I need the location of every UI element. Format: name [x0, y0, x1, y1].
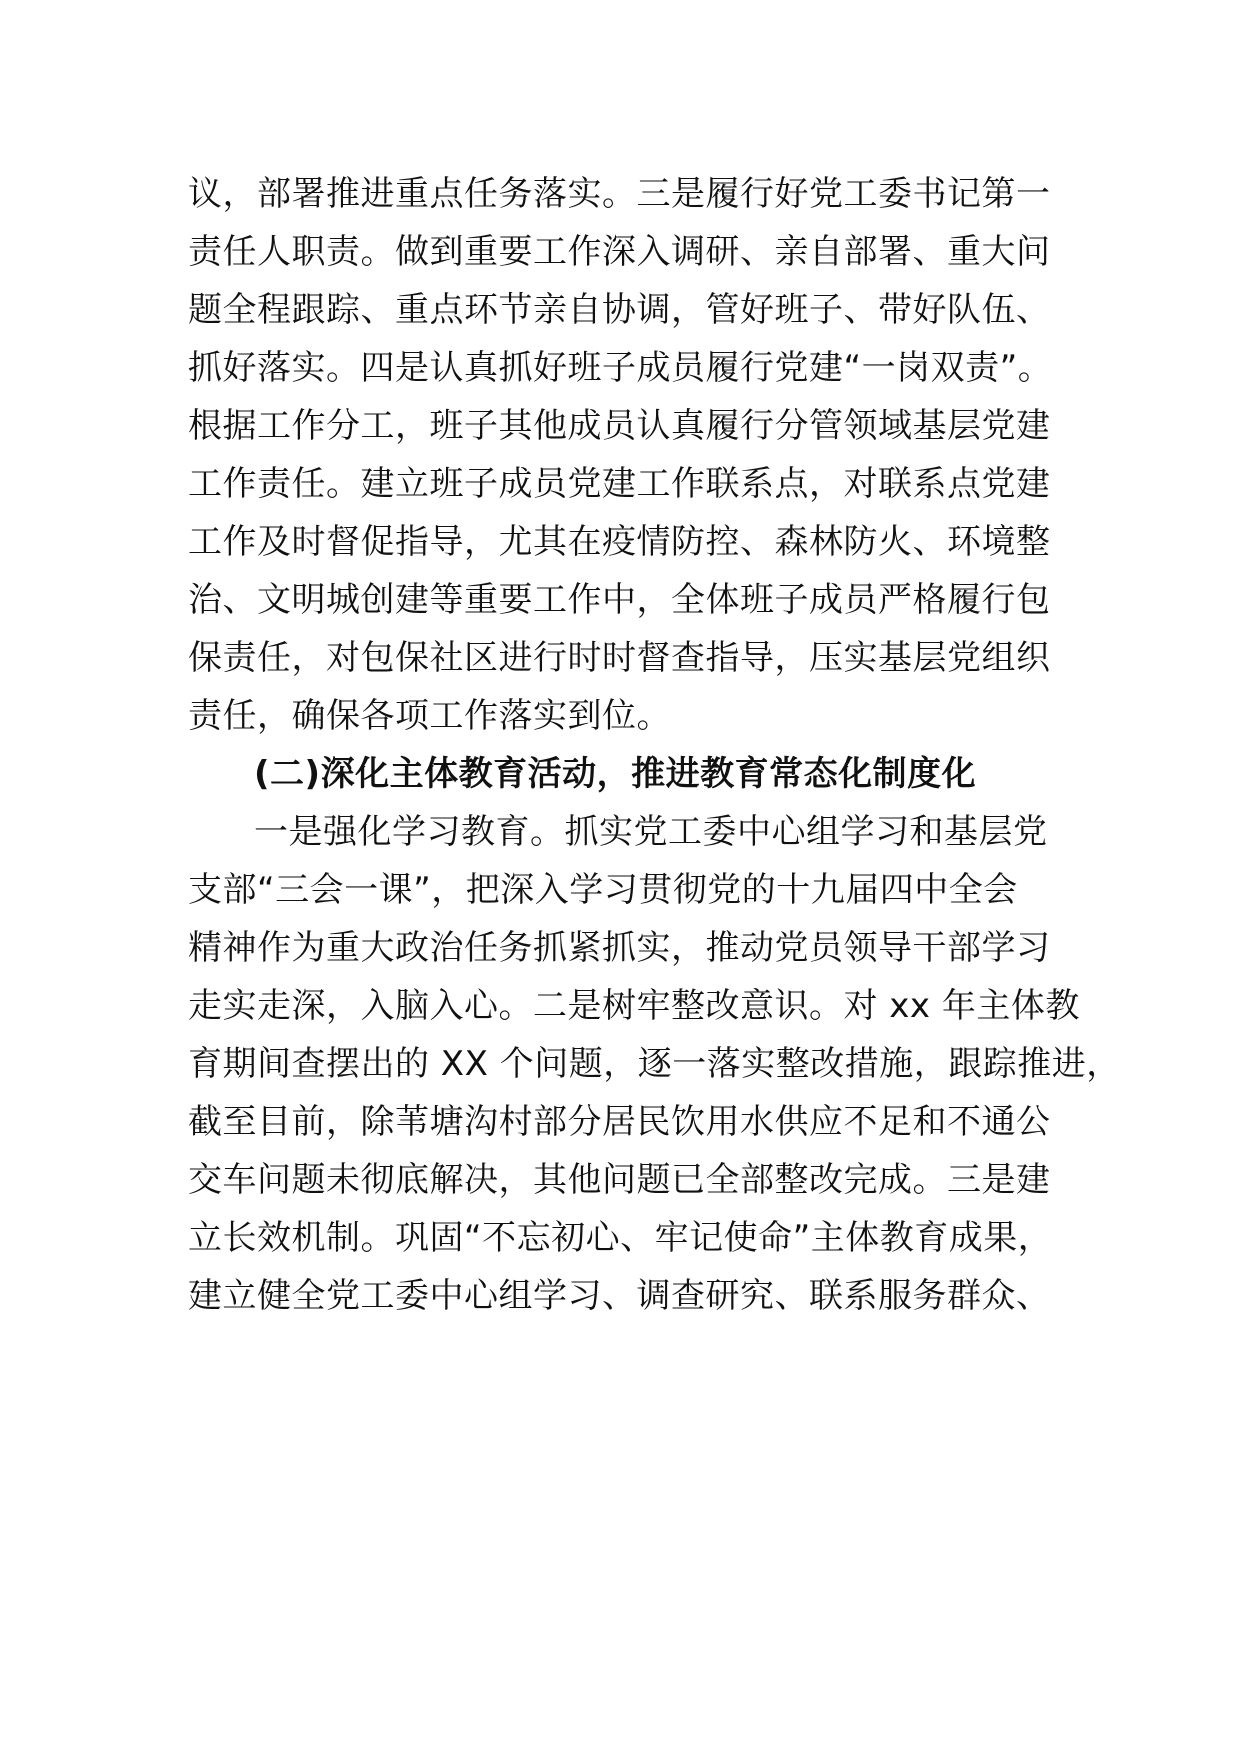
section-heading: (二)深化主体教育活动，推进教育常态化制度化: [254, 754, 977, 794]
body-text-line: 建立健全党工委中心组学习、调查研究、联系服务群众、: [188, 1276, 1051, 1316]
body-text-line: 工作责任。建立班子成员党建工作联系点，对联系点党建: [188, 464, 1051, 504]
body-text-line: 题全程跟踪、重点环节亲自协调，管好班子、带好队伍、: [188, 290, 1051, 330]
body-text-line: 责任，确保各项工作落实到位。: [188, 696, 671, 736]
body-text-line: 议，部署推进重点任务落实。三是履行好党工委书记第一: [188, 174, 1051, 214]
body-text-line: 交车问题未彻底解决，其他问题已全部整改完成。三是建: [188, 1160, 1051, 1200]
body-text-line: 走实走深，入脑入心。二是树牢整改意识。对 xx 年主体教: [188, 986, 1080, 1026]
body-text-line: 支部“三会一课”，把深入学习贯彻党的十九届四中全会: [188, 870, 1018, 910]
body-text-line: 育期间查摆出的 XX 个问题，逐一落实整改措施，跟踪推进，: [188, 1044, 1121, 1084]
body-text-line: 责任人职责。做到重要工作深入调研、亲自部署、重大问: [188, 232, 1051, 272]
body-text-line: 抓好落实。四是认真抓好班子成员履行党建“一岗双责”。: [188, 348, 1053, 388]
body-text-line: 保责任，对包保社区进行时时督查指导，压实基层党组织: [188, 638, 1051, 678]
paragraph-first-line: 一是强化学习教育。抓实党工委中心组学习和基层党: [254, 812, 1048, 852]
body-text-line: 精神作为重大政治任务抓紧抓实，推动党员领导干部学习: [188, 928, 1051, 968]
body-text-line: 截至目前，除苇塘沟村部分居民饮用水供应不足和不通公: [188, 1102, 1051, 1142]
body-text-line: 治、文明城创建等重要工作中，全体班子成员严格履行包: [188, 580, 1051, 620]
body-text-line: 根据工作分工，班子其他成员认真履行分管领域基层党建: [188, 406, 1051, 446]
body-text-line: 工作及时督促指导，尤其在疫情防控、森林防火、环境整: [188, 522, 1051, 562]
body-text-line: 立长效机制。巩固“不忘初心、牢记使命”主体教育成果，: [188, 1218, 1053, 1258]
